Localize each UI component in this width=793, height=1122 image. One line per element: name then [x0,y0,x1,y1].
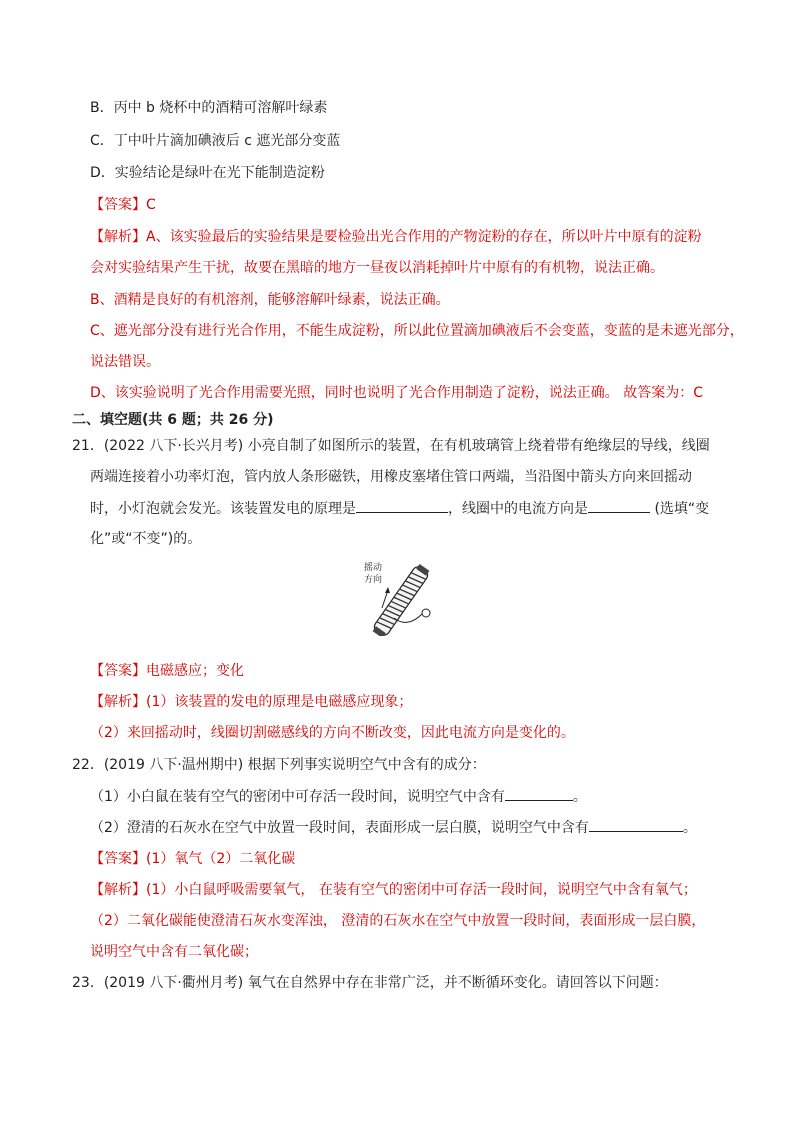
coil-device-figure [356,556,446,636]
section-title: 二、填空题(共 6 题；共 26 分) [72,412,274,428]
q20-analysis-line: 会对实验结果产生干扰，故要在黑暗的地方一昼夜以消耗掉叶片中原有的有机物，说法正确。 [90,260,664,276]
fig-label-shake: 摇动 [364,563,383,573]
q22-stem-text: 。 [682,820,697,836]
q21-blank-2[interactable] [588,498,650,513]
q21-blank-1[interactable] [356,498,448,513]
option-b: B．丙中 b 烧杯中的酒精可溶解叶绿素 [90,100,328,116]
q22-stem-text: （1）小白鼠在装有空气的密闭中可存活一段时间，说明空气中含有 [90,789,505,805]
coil-device-illustration [356,556,446,636]
q21-stem-line: 21．(2022 八下·长兴月考) 小亮自制了如图所示的装置，在有机玻璃管上绕着带有绝缘层的导线，线圈 [72,438,710,454]
q20-analysis-line: C、遮光部分没有进行光合作用，不能生成淀粉，所以此位置滴加碘液后不会变蓝，变蓝的是未遮光部分， [90,323,744,339]
q22-stem-line [90,786,587,807]
option-c: C．丁中叶片滴加碘液后 c 遮光部分变蓝 [90,133,341,149]
q22-analysis-line: （2）二氧化碳能使澄清石灰水变浑浊， 澄清的石灰水在空气中放置一段时间，表面形成一层白膜， [90,913,706,929]
q21-stem-line [90,498,709,519]
q22-stem-text: （2）澄清的石灰水在空气中放置一段时间，表面形成一层白膜，说明空气中含有 [90,820,589,836]
q20-analysis-line: 【解析】A、该实验最后的实验结果是要检验出光合作用的产物淀粉的存在，所以叶片中原有的淀粉 [90,229,702,245]
q22-analysis-line: 【解析】(1）小白鼠呼吸需要氧气， 在装有空气的密闭中可存活一段时间，说明空气中含有氧气； [90,882,697,898]
q22-stem-line: 22．(2019 八下·温州期中) 根据下列事实说明空气中含有的成分： [72,757,486,773]
q22-stem-line [90,817,697,838]
q21-stem-line: 两端连接着小功率灯泡，管内放人条形磁铁，用橡皮塞堵住管口两端，当沿图中箭头方向来回摇动 [90,469,692,485]
q22-answer: 【答案】(1）氧气（2）二氧化碳 [90,851,296,867]
q20-analysis-line: B、酒精是良好的有机溶剂，能够溶解叶绿素，说法正确。 [90,292,450,308]
q21-stem-text: (选填“变 [650,501,710,517]
q21-answer: 【答案】电磁感应；变化 [90,663,244,679]
q23-stem-line: 23．(2019 八下·衢州月考) 氧气在自然界中存在非常广泛，并不断循环变化。请回答以下问题： [72,975,668,991]
q22-analysis-line: 说明空气中含有二氧化碳； [90,944,258,960]
q21-stem-text: ，线圈中的电流方向是 [448,501,588,517]
q20-analysis-line: D、该实验说明了光合作用需要光照，同时也说明了光合作用制造了淀粉，说法正确。 故答案为：C [90,385,704,401]
q21-analysis-line: 【解析】(1）该装置的发电的原理是电磁感应现象； [90,694,413,710]
q21-stem-line: 化”或“不变”)的。 [90,531,202,547]
q20-analysis-line: 说法错误。 [90,354,160,370]
option-d: D．实验结论是绿叶在光下能制造淀粉 [90,165,325,181]
q22-blank-2[interactable] [589,817,683,832]
q22-stem-text: 。 [572,789,587,805]
q22-blank-1[interactable] [505,786,573,801]
fig-label-direction: 方向 [364,575,383,585]
q21-stem-text: 时，小灯泡就会发光。该装置发电的原理是 [90,501,356,517]
q20-answer: 【答案】C [90,197,156,213]
q21-analysis-line: （2）来回摇动时，线圈切割磁感线的方向不断改变，因此电流方向是变化的。 [90,725,575,741]
